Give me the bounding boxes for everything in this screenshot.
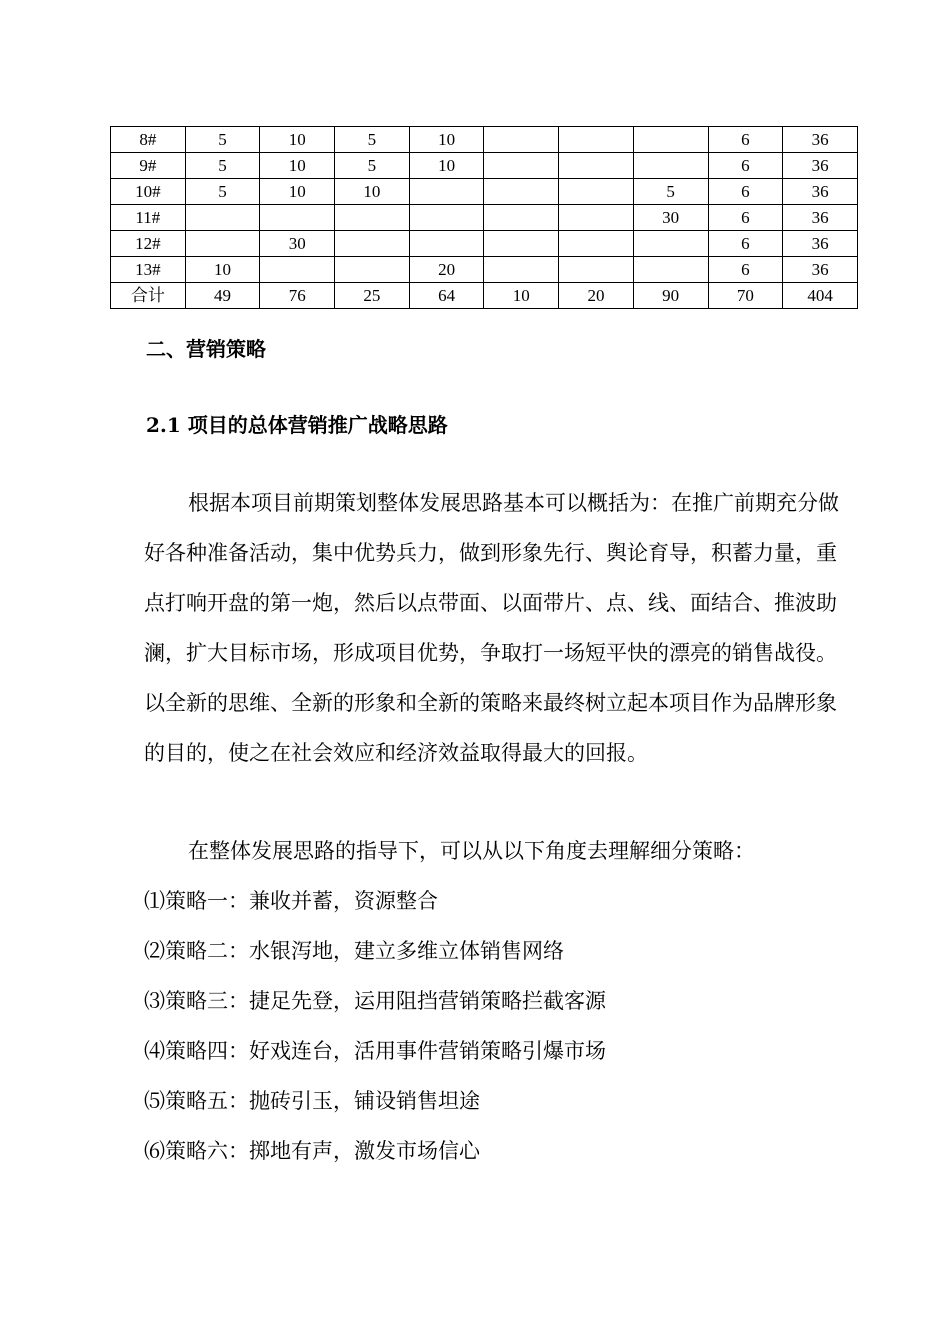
table-cell: 5 (185, 179, 260, 205)
strategy-list (144, 876, 606, 1176)
table-cell (484, 153, 559, 179)
table-cell: 36 (783, 179, 858, 205)
row-label-cell: 合计 (111, 283, 186, 309)
table-cell (559, 127, 634, 153)
table-cell: 5 (335, 153, 410, 179)
table-cell (484, 205, 559, 231)
table-cell (409, 205, 484, 231)
table-cell: 20 (559, 283, 634, 309)
table-cell (185, 205, 260, 231)
table-cell: 36 (783, 205, 858, 231)
table-cell: 10 (335, 179, 410, 205)
table-cell: 10 (409, 153, 484, 179)
table-cell (335, 231, 410, 257)
table-cell: 6 (708, 127, 783, 153)
row-label-cell: 9# (111, 153, 186, 179)
table-cell: 6 (708, 257, 783, 283)
table-row (111, 257, 858, 283)
table-cell (484, 231, 559, 257)
table-cell: 10 (484, 283, 559, 309)
table-cell: 90 (633, 283, 708, 309)
strategy-item: ⑸策略五：抛砖引玉，铺设销售坦途 (144, 1089, 480, 1113)
table-cell: 10 (260, 179, 335, 205)
table-cell: 76 (260, 283, 335, 309)
table-row (111, 231, 858, 257)
table-cell: 10 (260, 153, 335, 179)
table-cell (484, 127, 559, 153)
table-cell (484, 179, 559, 205)
table-cell: 6 (708, 205, 783, 231)
table-cell: 404 (783, 283, 858, 309)
table-cell (409, 231, 484, 257)
table-cell: 64 (409, 283, 484, 309)
table-cell (260, 257, 335, 283)
table-row (111, 283, 858, 309)
table-cell (559, 179, 634, 205)
row-label-cell: 13# (111, 257, 186, 283)
table-cell: 10 (185, 257, 260, 283)
table-cell: 49 (185, 283, 260, 309)
table-row (111, 127, 858, 153)
table-cell: 30 (260, 231, 335, 257)
subsection-heading: 2.1 项目的总体营销推广战略思路 (146, 413, 448, 437)
table-cell: 36 (783, 231, 858, 257)
table-cell (633, 127, 708, 153)
row-label-cell: 12# (111, 231, 186, 257)
strategy-item: ⑴策略一：兼收并蓄，资源整合 (144, 889, 438, 913)
table-cell (335, 205, 410, 231)
table-cell: 5 (185, 127, 260, 153)
strategy-paragraph: 根据本项目前期策划整体发展思路基本可以概括为：在推广前期充分做好各种准备活动，集中优势兵力，做到形象先行、舆论育导，积蓄力量，重点打响开盘的第一炮，然后以点带面、以面带片、点、线、面结合、推波助澜，扩大目标市场，形成项目优势，争取打一场短平快的漂亮的销售战役。以全新的思维、全新的形象和全新的策略来最终树立起本项目作为品牌形象的目的，使之在社会效应和经济效益取得最大的回报。 (144, 491, 839, 765)
table-row (111, 205, 858, 231)
table-cell: 36 (783, 153, 858, 179)
table-cell (260, 205, 335, 231)
strategy-item: ⑹策略六：掷地有声，激发市场信心 (144, 1139, 480, 1163)
table-cell: 5 (335, 127, 410, 153)
table-cell: 10 (260, 127, 335, 153)
strategy-item: ⑷策略四：好戏连台，活用事件营销策略引爆市场 (144, 1039, 606, 1063)
table-row (111, 153, 858, 179)
table-cell: 6 (708, 153, 783, 179)
allocation-table (110, 126, 858, 309)
table-cell (409, 179, 484, 205)
table-cell: 6 (708, 179, 783, 205)
table-cell: 36 (783, 257, 858, 283)
table-cell: 5 (185, 153, 260, 179)
table-cell (559, 257, 634, 283)
table-cell (633, 153, 708, 179)
table-cell (633, 257, 708, 283)
strategy-item: ⑵策略二：水银泻地，建立多维立体销售网络 (144, 939, 564, 963)
table-cell: 70 (708, 283, 783, 309)
table-cell (484, 257, 559, 283)
row-label-cell: 8# (111, 127, 186, 153)
table-cell: 30 (633, 205, 708, 231)
section-heading: 二、营销策略 (146, 337, 266, 361)
table-cell: 20 (409, 257, 484, 283)
strategy-item: ⑶策略三：捷足先登，运用阻挡营销策略拦截客源 (144, 989, 606, 1013)
table-cell: 6 (708, 231, 783, 257)
table-cell: 25 (335, 283, 410, 309)
table-cell (559, 205, 634, 231)
table-cell (559, 153, 634, 179)
table-cell (559, 231, 634, 257)
strategy-intro: 在整体发展思路的指导下，可以从以下角度去理解细分策略： (188, 839, 755, 863)
table-row (111, 179, 858, 205)
table-cell (185, 231, 260, 257)
table-cell (633, 231, 708, 257)
table-cell: 5 (633, 179, 708, 205)
table-cell: 10 (409, 127, 484, 153)
table-cell: 36 (783, 127, 858, 153)
row-label-cell: 10# (111, 179, 186, 205)
table-cell (335, 257, 410, 283)
row-label-cell: 11# (111, 205, 186, 231)
